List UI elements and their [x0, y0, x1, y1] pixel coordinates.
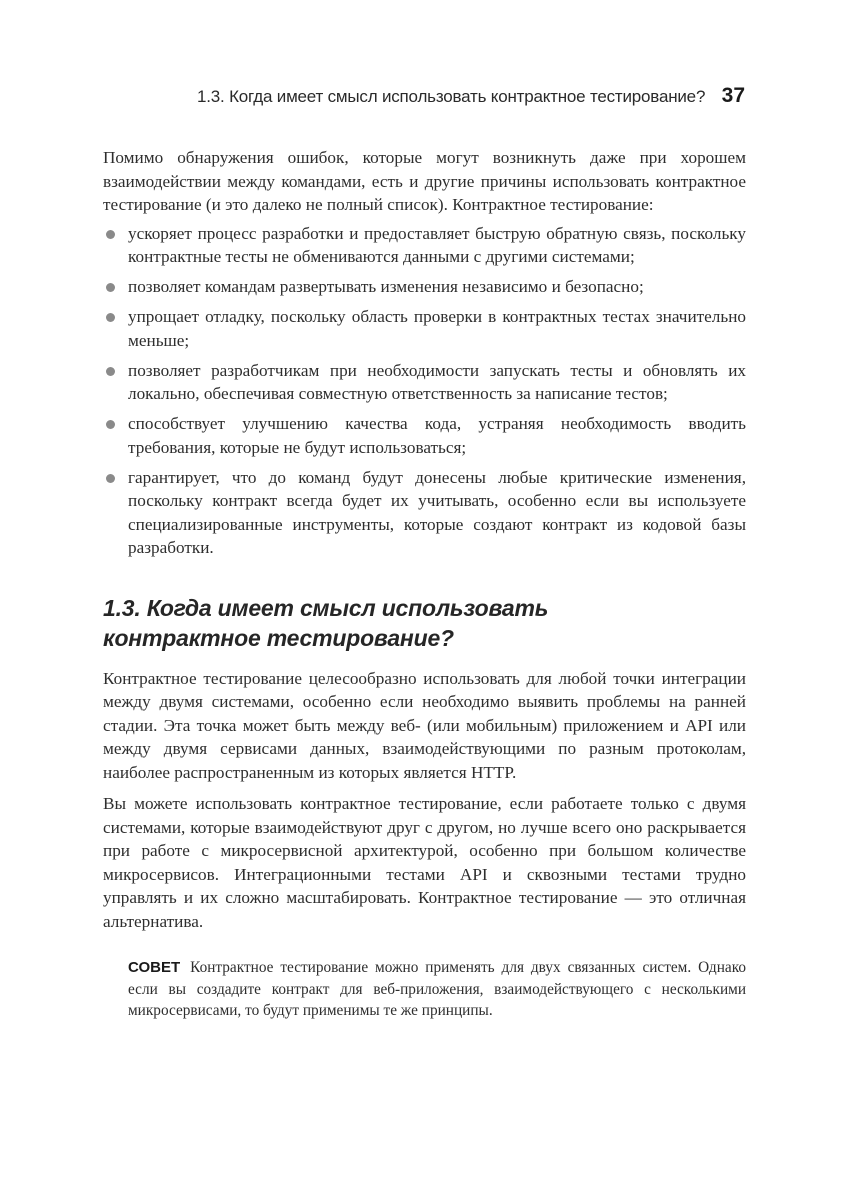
running-head [180, 84, 745, 108]
section-paragraph-1: Контрактное тестирование целесообразно использовать для любой точки интеграции между двумя системами, особенно если необходимо выявить проблемы на ранней стадии. Эта точка может быть между веб- (или мобильным) приложением и API или между двумя сервисами данных, взаимодействующими по разным протоколам, наиболее распространенным из которых является HTTP. [103, 668, 746, 782]
tip-label: СОВЕТ [128, 959, 181, 976]
list-item [103, 222, 746, 269]
section-heading-line1: 1.3. Когда имеет смысл использовать [103, 594, 549, 621]
bullet-icon [106, 283, 115, 292]
list-item-text: способствует улучшению качества кода, устраняя необходимость вводить требования, которые не будут использоваться; [128, 414, 746, 457]
list-item [103, 275, 746, 299]
benefits-list [103, 222, 746, 560]
list-item [103, 412, 746, 459]
list-item [103, 305, 746, 352]
list-item [103, 359, 746, 406]
bullet-icon [106, 474, 115, 483]
page-content [103, 146, 746, 1022]
list-item-text: упрощает отладку, поскольку область проверки в контрактных тестах значительно меньше; [128, 307, 746, 350]
bullet-icon [106, 230, 115, 239]
list-item-text: позволяет командам развертывать изменения независимо и безопасно; [128, 277, 644, 296]
tip-text: Контрактное тестирование можно применять для двух связанных систем. Однако если вы создадите контракт для веб-приложения, взаимодействующего с несколькими микросервисами, то будут применимы те же принципы. [128, 959, 746, 1019]
bullet-icon [106, 420, 115, 429]
list-item-text: ускоряет процесс разработки и предоставляет быструю обратную связь, поскольку контрактные тесты не обмениваются данными с другими системами; [128, 223, 746, 266]
bullet-icon [106, 313, 115, 322]
tip-box [128, 957, 746, 1022]
intro-paragraph: Помимо обнаружения ошибок, которые могут возникнуть даже при хорошем взаимодействии между командами, есть и другие причины использовать контрактное тестирование (и это далеко не полный список). Контрактное тестирование: [103, 148, 746, 214]
section-heading [103, 593, 746, 653]
bullet-icon [106, 367, 115, 376]
list-item-text: гарантирует, что до команд будут донесены любые критические изменения, поскольку контракт всегда будет их учитывать, особенно если вы используете специализированные инструменты, которые создают контракт из кодовой базы разработки. [128, 467, 746, 557]
section-heading-line2: контрактное тестирование? [103, 624, 454, 651]
list-item [103, 466, 746, 560]
page-number: 37 [721, 84, 745, 107]
section-paragraph-2: Вы можете использовать контрактное тестирование, если работаете только с двумя системами, которые взаимодействуют друг с другом, но лучше всего оно раскрывается при работе с микросервисной архитектурой, особенно при большом количестве микросервисов. Интеграционными тестами API и сквозными тестами трудно управлять и их сложно масштабировать. Контрактное тестирование — это отличная альтернатива. [103, 794, 746, 931]
list-item-text: позволяет разработчикам при необходимости запускать тесты и обновлять их локально, обеспечивая совместную ответственность за написание тестов; [128, 360, 746, 403]
running-head-title: 1.3. Когда имеет смысл использовать контрактное тестирование? [197, 87, 706, 106]
